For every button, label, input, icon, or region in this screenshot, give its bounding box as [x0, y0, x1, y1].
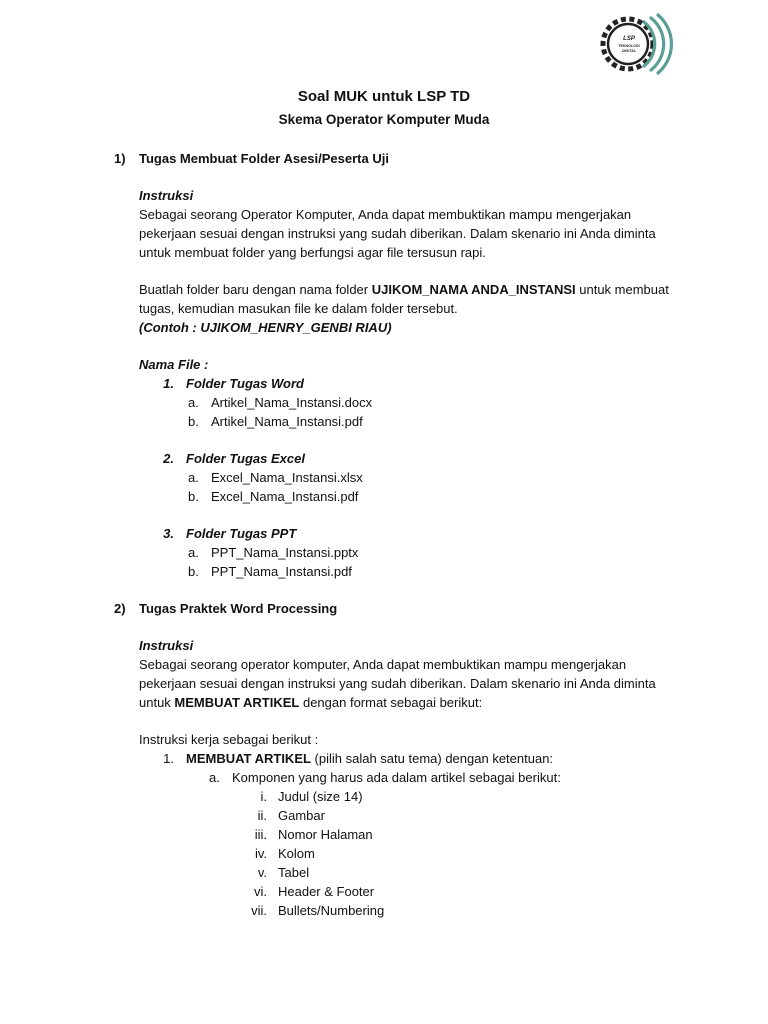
- group-number: 2.: [163, 451, 174, 466]
- work-instruction-label: Instruksi kerja sebagai berikut :: [139, 732, 319, 747]
- logo-text-teknologi: TEKNOLOGI: [618, 44, 640, 48]
- lsp-logo-icon: [596, 10, 674, 78]
- section1-para2-line: [139, 281, 669, 299]
- sub-item-letter: a.: [209, 770, 220, 785]
- section2-number: 2): [114, 601, 126, 616]
- item-number: 1.: [163, 751, 174, 766]
- para2-pre: Buatlah folder baru dengan nama folder: [139, 282, 372, 297]
- component-roman: v.: [257, 865, 267, 880]
- section1-number: 1): [114, 151, 126, 166]
- item1-text: [186, 750, 553, 768]
- component-text: Bullets/Numbering: [278, 903, 385, 918]
- file-name: Artikel_Nama_Instansi.docx: [211, 395, 373, 410]
- group-number: 3.: [163, 526, 174, 541]
- item1-bold: MEMBUAT ARTIKEL: [186, 751, 311, 766]
- section1-para1-line: Sebagai seorang Operator Komputer, Anda dapat membuktikan mampu mengerjakan: [139, 207, 632, 222]
- folder-name-format: UJIKOM_NAMA ANDA_INSTANSI: [371, 282, 576, 297]
- section2-heading: Tugas Praktek Word Processing: [139, 601, 338, 616]
- file-name: Excel_Nama_Instansi.pdf: [211, 489, 359, 504]
- group-title: Folder Tugas PPT: [186, 526, 297, 541]
- item1-post: (pilih salah satu tema) dengan ketentuan:: [310, 751, 554, 766]
- group-title: Folder Tugas Word: [186, 376, 304, 391]
- file-name: PPT_Nama_Instansi.pdf: [211, 564, 352, 579]
- component-text: Judul (size 14): [278, 789, 363, 804]
- file-name: Artikel_Nama_Instansi.pdf: [211, 414, 363, 429]
- logo-text-digital: DIGITAL: [621, 49, 637, 53]
- section2-para1-line: pekerjaan sesuai dengan instruksi yang sudah diberikan. Dalam skenario ini Anda diminta: [139, 676, 656, 691]
- component-text: Gambar: [278, 808, 325, 823]
- component-text: Kolom: [278, 846, 315, 861]
- file-letter: a.: [188, 395, 199, 410]
- sub-item-text: Komponen yang harus ada dalam artikel sebagai berikut:: [232, 770, 561, 785]
- component-roman: ii.: [257, 808, 267, 823]
- para2-post: untuk membuat: [575, 282, 669, 297]
- file-letter: a.: [188, 545, 199, 560]
- file-name: PPT_Nama_Instansi.pptx: [211, 545, 359, 560]
- para1-line3-post: dengan format sebagai berikut:: [299, 695, 483, 710]
- page-title: Soal MUK untuk LSP TD: [297, 88, 471, 105]
- component-text: Header & Footer: [278, 884, 375, 899]
- section1-instruction-label: Instruksi: [139, 188, 194, 203]
- section2-para1-line: Sebagai seorang operator komputer, Anda dapat membuktikan mampu mengerjakan: [139, 657, 627, 672]
- logo-text-lsp: LSP: [623, 36, 635, 42]
- group-title: Folder Tugas Excel: [186, 451, 305, 466]
- file-letter: b.: [188, 564, 199, 579]
- section1-para1-line: untuk membuat folder yang berfungsi agar file tersusun rapi.: [139, 245, 486, 260]
- component-roman: vi.: [254, 884, 267, 899]
- page-subtitle: Skema Operator Komputer Muda: [278, 112, 490, 127]
- file-letter: b.: [188, 489, 199, 504]
- component-roman: iv.: [254, 846, 267, 861]
- section2-instruction-label: Instruksi: [139, 638, 194, 653]
- group-number: 1.: [163, 376, 174, 391]
- file-list-label: Nama File :: [139, 357, 209, 372]
- component-roman: iii.: [254, 827, 267, 842]
- file-letter: b.: [188, 414, 199, 429]
- para1-line3-pre: untuk: [139, 695, 175, 710]
- section2-para1-line: [139, 694, 482, 712]
- folder-name-example: (Contoh : UJIKOM_HENRY_GENBI RIAU): [139, 320, 392, 335]
- component-text: Tabel: [278, 865, 310, 880]
- component-text: Nomor Halaman: [278, 827, 373, 842]
- component-roman: vii.: [251, 903, 267, 918]
- section1-heading: Tugas Membuat Folder Asesi/Peserta Uji: [139, 151, 389, 166]
- file-letter: a.: [188, 470, 199, 485]
- section1-para2-line: tugas, kemudian masukan file ke dalam folder tersebut.: [139, 301, 458, 316]
- component-roman: i.: [260, 789, 267, 804]
- task-emphasis: MEMBUAT ARTIKEL: [174, 695, 300, 710]
- file-name: Excel_Nama_Instansi.xlsx: [211, 470, 363, 485]
- section1-para1-line: pekerjaan sesuai dengan instruksi yang sudah diberikan. Dalam skenario ini Anda diminta: [139, 226, 656, 241]
